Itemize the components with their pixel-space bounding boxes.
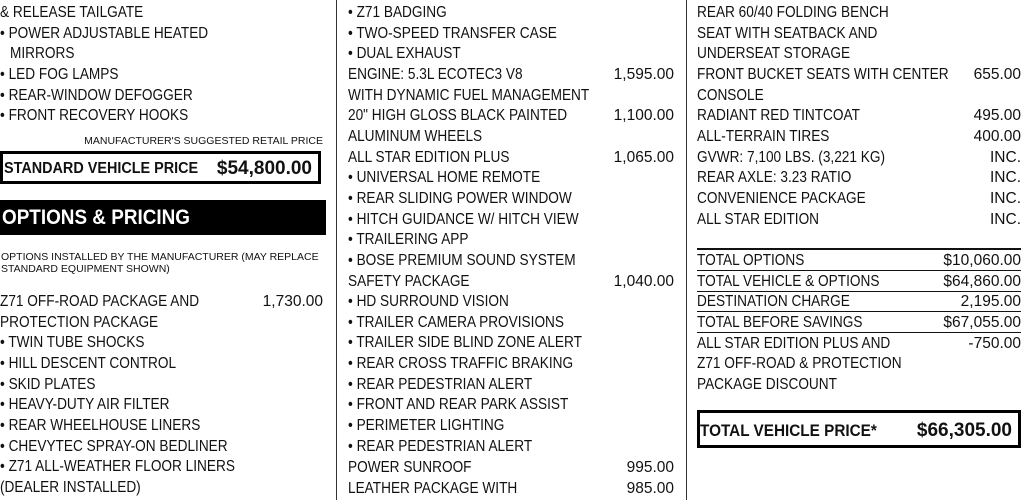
option-row-z71 [0,291,323,312]
option-line [348,2,674,23]
option-text: REAR AXLE: 3.23 RATIO [697,169,852,186]
option-line [348,478,674,499]
msrp-label: MANUFACTURER'S SUGGESTED RETAIL PRICE [84,135,323,147]
option-line [697,43,1021,64]
total-price-value: $66,305.00 [916,420,1012,441]
option-line [697,167,1021,188]
option-price: INC. [990,149,1021,166]
feature-text: • SKID PLATES [0,376,96,393]
feature-text: • Z71 ALL-WEATHER FLOOR LINERS [0,458,235,475]
feature-line [0,332,288,353]
option-line [348,85,674,106]
option-text: SEAT WITH SEATBACK AND [697,25,878,42]
option-price: 1,065.00 [613,149,674,166]
feature-text: • TWIN TUBE SHOCKS [0,334,145,351]
option-text: • Z71 BADGING [348,4,447,21]
option-line [348,105,674,126]
option-line [348,271,674,292]
option-text: • FRONT AND REAR PARK ASSIST [348,396,569,413]
feature-text: (DEALER INSTALLED) [0,479,141,496]
standard-price-label: STANDARD VEHICLE PRICE [4,160,199,177]
option-text: • REAR CROSS TRAFFIC BRAKING [348,355,574,372]
options-heading: OPTIONS & PRICING [2,206,190,229]
option-line [348,374,674,395]
total-label: DESTINATION CHARGE [697,293,850,310]
option-line [697,188,1021,209]
feature-line [0,105,288,126]
column-divider-left [336,0,337,500]
option-text: ALL-TERRAIN TIRES [697,128,830,145]
total-value: 2,195.00 [960,293,1021,310]
option-text: • REAR PEDESTRIAN ALERT [348,438,533,455]
total-value: $67,055.00 [943,314,1021,331]
option-price: 1,730.00 [262,293,323,310]
total-value: -750.00 [968,335,1021,352]
option-text: • TRAILER SIDE BLIND ZONE ALERT [348,334,582,351]
option-line [348,332,674,353]
option-price: INC. [990,169,1021,186]
option-price: 495.00 [973,107,1021,124]
option-text: • HD SURROUND VISION [348,293,509,310]
option-text: ENGINE: 5.3L ECOTEC3 V8 [348,66,523,83]
option-text: • REAR SLIDING POWER WINDOW [348,190,572,207]
option-price: 400.00 [973,128,1021,145]
option-text: FRONT BUCKET SEATS WITH CENTER [697,66,949,83]
option-text: SAFETY PACKAGE [348,273,470,290]
feature-text: • REAR-WINDOW DEFOGGER [0,87,193,104]
option-line [348,147,674,168]
feature-text: • REAR WHEELHOUSE LINERS [0,417,201,434]
option-text: • PERIMETER LIGHTING [348,417,505,434]
option-line [348,43,674,64]
option-text: ALUMINUM WHEELS [348,128,483,145]
option-line [348,291,674,312]
total-price-label: TOTAL VEHICLE PRICE* [700,421,877,440]
option-text: • BOSE PREMIUM SOUND SYSTEM [348,252,576,269]
total-row [697,291,1021,312]
standard-price-box [0,151,321,184]
total-row [697,271,1021,292]
option-text: LEATHER PACKAGE WITH [348,480,518,497]
option-line [697,105,1021,126]
options-note-line: STANDARD EQUIPMENT SHOWN) [1,263,170,275]
option-line [697,85,1021,106]
feature-text: MIRRORS [10,45,75,62]
option-line [348,250,674,271]
total-label: Z71 OFF-ROAD & PROTECTION [697,355,902,372]
option-line [348,188,674,209]
option-text: CONVENIENCE PACKAGE [697,190,866,207]
option-text: UNDERSEAT STORAGE [697,45,851,62]
feature-line [0,85,288,106]
option-text: RADIANT RED TINTCOAT [697,107,860,124]
option-line [348,126,674,147]
option-line [697,126,1021,147]
option-text: • TRAILER CAMERA PROVISIONS [348,314,564,331]
feature-text: • FRONT RECOVERY HOOKS [0,107,189,124]
feature-line [0,312,288,333]
feature-line [0,477,288,498]
option-line [348,353,674,374]
option-price: INC. [990,190,1021,207]
option-price: 1,100.00 [613,107,674,124]
column-options-list [348,0,674,500]
feature-text: • POWER ADJUSTABLE HEATED [0,25,209,42]
feature-line [0,436,288,457]
option-price: 985.00 [626,480,674,497]
option-text: REAR 60/40 FOLDING BENCH [697,4,889,21]
total-row [697,312,1021,333]
total-row [697,353,1021,374]
option-line [348,167,674,188]
option-line [348,229,674,250]
option-text: POWER SUNROOF [348,459,472,476]
column-divider-right [686,0,687,500]
option-name: Z71 OFF-ROAD PACKAGE AND [0,293,200,310]
option-text: • HITCH GUIDANCE W/ HITCH VIEW [348,211,579,228]
total-label: TOTAL BEFORE SAVINGS [697,314,863,331]
option-text: ALL STAR EDITION PLUS [348,149,510,166]
option-price: 1,040.00 [613,273,674,290]
feature-text: & RELEASE TAILGATE [0,4,144,21]
feature-text: • HEAVY-DUTY AIR FILTER [0,396,170,413]
total-price-box [697,410,1021,448]
option-line [348,312,674,333]
options-heading-bar [0,200,326,235]
feature-line [0,353,288,374]
option-line [697,64,1021,85]
option-line [348,394,674,415]
feature-line [0,374,288,395]
option-price: INC. [990,211,1021,228]
option-line [348,23,674,44]
total-label: TOTAL OPTIONS [697,252,805,269]
option-line [697,147,1021,168]
feature-line [0,394,288,415]
option-text: CONSOLE [697,87,764,104]
option-line [348,209,674,230]
total-row [697,374,1021,395]
option-price: 1,595.00 [613,66,674,83]
feature-line [0,23,288,44]
feature-line [0,2,288,23]
option-text: 20" HIGH GLOSS BLACK PAINTED [348,107,568,124]
options-note [1,251,319,275]
option-price: 995.00 [626,459,674,476]
option-price: 655.00 [973,66,1021,83]
total-label: ALL STAR EDITION PLUS AND [697,335,891,352]
option-text: GVWR: 7,100 LBS. (3,221 KG) [697,149,886,166]
total-value: $64,860.00 [943,273,1021,290]
option-text: • UNIVERSAL HOME REMOTE [348,169,541,186]
total-value: $10,060.00 [943,252,1021,269]
feature-text: • CHEVYTEC SPRAY-ON BEDLINER [0,438,228,455]
option-line [348,457,674,478]
option-text: ALL STAR EDITION [697,211,820,228]
feature-text: • HILL DESCENT CONTROL [0,355,177,372]
option-text: • REAR PEDESTRIAN ALERT [348,376,533,393]
option-line [697,23,1021,44]
total-row [697,333,1021,354]
option-text: • TRAILERING APP [348,231,469,248]
option-line [348,415,674,436]
feature-line [0,415,288,436]
option-line [697,209,1021,230]
feature-line [0,456,288,477]
standard-price-value: $54,800.00 [216,158,312,179]
total-label: TOTAL VEHICLE & OPTIONS [697,273,880,290]
column-options-and-totals [697,0,1021,500]
feature-line [0,64,288,85]
option-line [348,64,674,85]
option-line [348,436,674,457]
total-label: PACKAGE DISCOUNT [697,376,837,393]
option-text: • DUAL EXHAUST [348,45,461,62]
option-line [697,2,1021,23]
feature-line [10,43,289,64]
feature-text: PROTECTION PACKAGE [0,314,159,331]
column-standard-and-options [0,0,327,500]
feature-text: • LED FOG LAMPS [0,66,119,83]
total-row [697,250,1021,271]
options-note-line: OPTIONS INSTALLED BY THE MANUFACTURER (MAY REPLACE [1,251,319,263]
option-text: • TWO-SPEED TRANSFER CASE [348,25,557,42]
option-text: WITH DYNAMIC FUEL MANAGEMENT [348,87,590,104]
